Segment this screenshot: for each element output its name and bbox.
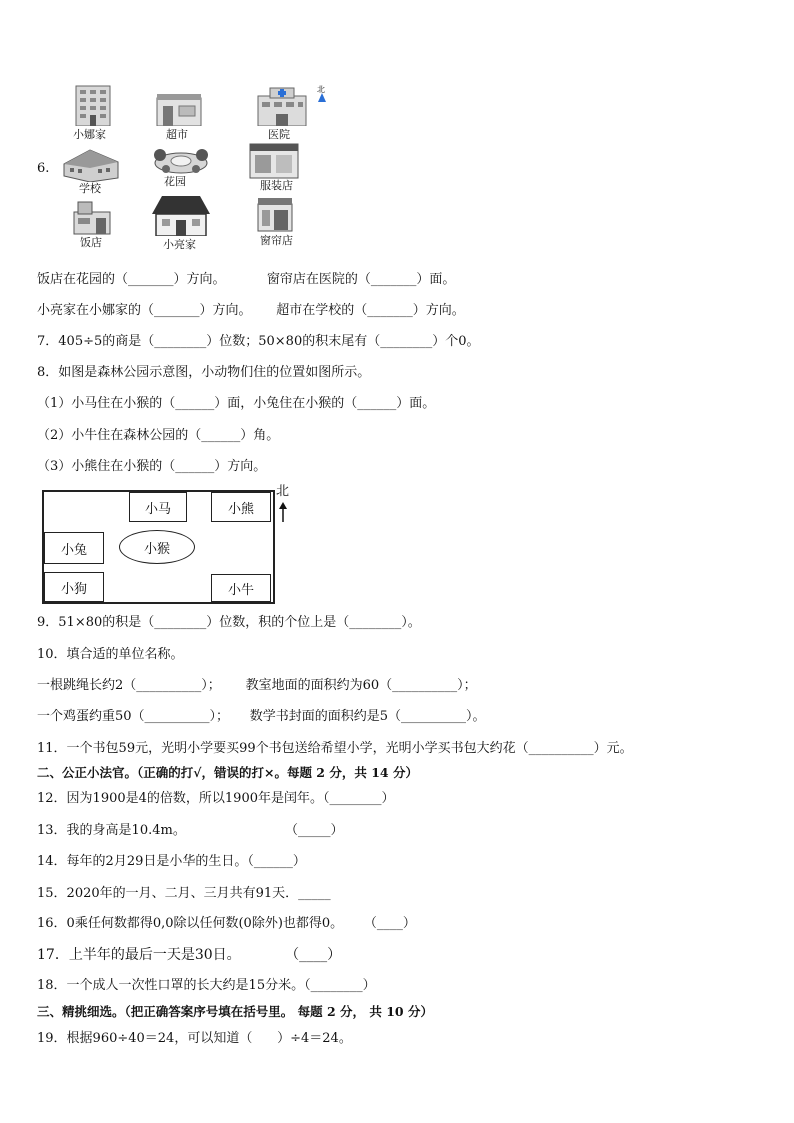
apartment-building-icon — [70, 84, 116, 126]
question-8-sub2: （2）小牛住在森林公园的（______）角。 — [37, 428, 280, 443]
question-7: 7．405÷5的商是（________）位数；50×80的积末尾有（________）个0。 — [37, 334, 480, 349]
map-cell-rabbit: 小兔 — [44, 532, 104, 564]
question-12: 12．因为1900是4的倍数，所以1900年是闰年。（________） — [37, 791, 395, 806]
q6-line2: 小亮家在小娜家的（_______）方向。 超市在学校的（_______）方向。 — [37, 303, 465, 318]
label-curtain-store: 窗帘店 — [260, 234, 293, 247]
map-cell-dog: 小狗 — [44, 572, 104, 602]
question-6-number: 6. — [37, 161, 50, 176]
north-label: 北 — [317, 85, 325, 94]
forest-park-map — [42, 490, 275, 604]
label-restaurant: 饭店 — [80, 236, 102, 249]
label-supermarket: 超市 — [166, 128, 188, 141]
section-2-heading: 二、公正小法官。（正确的打√，错误的打×。每题 2 分，共 14 分） — [37, 765, 418, 780]
question-9: 9．51×80的积是（________）位数，积的个位上是（________）。 — [37, 615, 421, 630]
supermarket-icon — [155, 92, 205, 126]
question-10-line1: 一根跳绳长约2（__________）； 教室地面的面积约为60（__________）； — [37, 678, 477, 693]
question-14: 14．每年的2月29日是小华的生日。（______） — [37, 854, 306, 869]
map-cell-monkey: 小猴 — [119, 530, 195, 564]
question-8-sub1: （1）小马住在小猴的（______）面，小兔住在小猴的（______）面。 — [37, 396, 436, 411]
question-13: 13．我的身高是10.4m。 （_____） — [37, 823, 344, 838]
question-11: 11．一个书包59元，光明小学要买99个书包送给希望小学，光明小学买书包大约花（__________）元。 — [37, 741, 633, 756]
section-3-heading: 三、精挑细选。（把正确答案序号填在括号里。 每题 2 分， 共 10 分） — [37, 1004, 433, 1019]
question-16: 16．0乘任何数都得0,0除以任何数(0除外)也都得0。 （____） — [37, 916, 416, 931]
label-garden: 花园 — [164, 175, 186, 188]
map-north-label: 北 — [276, 484, 290, 499]
question-15: 15．2020年的一月、二月、三月共有91天．_____ — [37, 886, 331, 901]
curtain-store-icon — [256, 196, 294, 232]
question-8-intro: 8．如图是森林公园示意图，小动物们住的位置如图所示。 — [37, 365, 371, 380]
restaurant-icon — [72, 200, 112, 236]
north-arrow-icon — [318, 93, 326, 102]
label-xiaona-home: 小娜家 — [73, 128, 106, 141]
label-school: 学校 — [79, 182, 101, 195]
clothing-store-icon — [249, 143, 299, 179]
question-17: 17．上半年的最后一天是30日。 （____） — [37, 947, 342, 963]
map-cell-horse: 小马 — [129, 492, 187, 522]
map-cell-cow: 小牛 — [211, 574, 271, 602]
map-cell-bear: 小熊 — [211, 492, 271, 522]
q6-line1: 饭店在花园的（_______）方向。 窗帘店在医院的（_______）面。 — [37, 272, 456, 287]
question-10-title: 10．填合适的单位名称。 — [37, 647, 184, 662]
hospital-icon — [254, 86, 310, 126]
school-icon — [60, 144, 122, 182]
question-10-line2: 一个鸡蛋约重50（__________）； 数学书封面的面积约是5（__________）。 — [37, 709, 486, 724]
north-arrow-icon — [278, 502, 288, 522]
garden-icon — [152, 141, 210, 175]
house-icon — [150, 194, 212, 236]
label-hospital: 医院 — [268, 128, 290, 141]
question-19: 19．根据960÷40＝24，可以知道（ ）÷4＝24。 — [37, 1031, 352, 1046]
question-18: 18．一个成人一次性口罩的长大约是15分米。（________） — [37, 978, 376, 993]
label-clothing-store: 服装店 — [260, 179, 293, 192]
question-8-sub3: （3）小熊住在小猴的（______）方向。 — [37, 459, 267, 474]
label-xiaoliang-home: 小亮家 — [163, 238, 196, 251]
